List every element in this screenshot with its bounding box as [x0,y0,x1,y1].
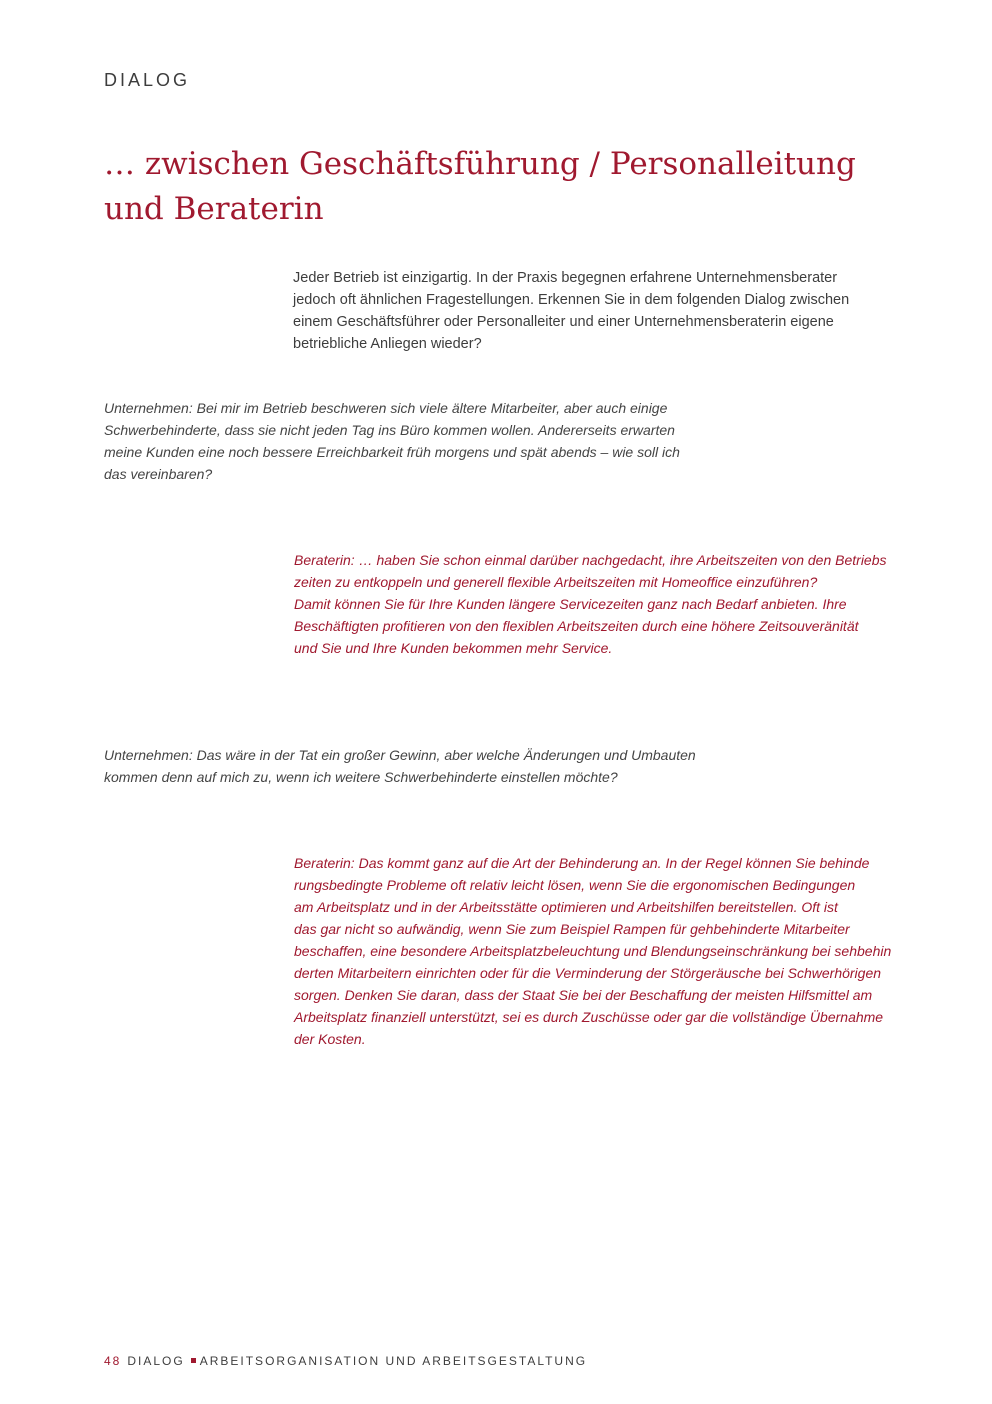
dialog-line: das gar nicht so aufwändig, wenn Sie zum Beispiel Rampen für gehbehinderte Mitarbeiter [294,921,850,937]
dialog-line: derten Mitarbeitern einrichten oder für die Verminderung der Störgeräusche bei Schwerhörigen [294,965,882,981]
dialog-line: Beraterin: … haben Sie schon einmal darüber nachgedacht, ihre Arbeitszeiten von den Betriebs [294,552,887,568]
dialog-line: Damit können Sie für Ihre Kunden längere Servicezeiten ganz nach Bedarf anbieten. Ihre [294,596,847,612]
page-number: 48 [104,1354,122,1368]
dialog-line: rungsbedingte Probleme oft relativ leicht lösen, wenn Sie die ergonomischen Bedingungen [294,877,856,893]
intro-line: jedoch oft ähnlichen Fragestellungen. Erkennen Sie in dem folgenden Dialog zwischen [293,292,850,308]
dialog-line: Arbeitsplatz finanziell unterstützt, sei es durch Zuschüsse oder gar die vollständige Übernahme [294,1009,884,1025]
dialog-line: Schwerbehinderte, dass sie nicht jeden Tag ins Büro kommen wollen. Andererseits erwarten [104,422,675,438]
dialog-line: Unternehmen: Bei mir im Betrieb beschweren sich viele ältere Mitarbeiter, aber auch einige [104,400,668,416]
dialog-line: das vereinbaren? [104,466,213,482]
dialog-line: am Arbeitsplatz und in der Arbeitsstätte optimieren und Arbeitshilfen bereitstellen. Oft ist [294,899,838,915]
dialog-line: Unternehmen: Das wäre in der Tat ein großer Gewinn, aber welche Änderungen und Umbauten [104,747,696,763]
intro-line: betriebliche Anliegen wieder? [293,336,482,352]
intro-line: einem Geschäftsführer oder Personalleiter und einer Unternehmensberaterin eigene [293,314,834,330]
dialog-consultant-reply [294,852,891,1050]
page-title [104,142,904,232]
dialog-consultant-reply [294,549,887,659]
dialog-company-statement [104,744,696,788]
dialog-line: beschaffen, eine besondere Arbeitsplatzbeleuchtung und Blendungseinschränkung bei sehbehin [294,943,892,959]
page-footer [104,1354,587,1368]
footer-separator [191,1358,196,1363]
dialog-line: Beschäftigten profitieren von den flexiblen Arbeitszeiten durch eine höhere Zeitsouveränität [294,618,859,634]
intro-line: Jeder Betrieb ist einzigartig. In der Praxis begegnen erfahrene Unternehmensberater [293,270,838,286]
dialog-line: kommen denn auf mich zu, wenn ich weitere Schwerbehinderte einstellen möchte? [104,769,618,785]
section-label: DIALOG [104,70,191,90]
dialog-line: Beraterin: Das kommt ganz auf die Art der Behinderung an. In der Regel können Sie behinde [294,855,870,871]
dialog-line: und Sie und Ihre Kunden bekommen mehr Service. [294,640,613,656]
dialog-line: der Kosten. [294,1031,366,1047]
dialog-line: meine Kunden eine noch bessere Erreichbarkeit früh morgens und spät abends – wie soll ich [104,444,680,460]
dialog-line: zeiten zu entkoppeln und generell flexible Arbeitszeiten mit Homeoffice einzuführen? [294,574,818,590]
title-line: … zwischen Geschäftsführung / Personalleitung [104,146,856,182]
dialog-line: sorgen. Denken Sie daran, dass der Staat Sie bei der Beschaffung der meisten Hilfsmittel am [294,987,873,1003]
footer-topic: ARBEITSORGANISATION UND ARBEITSGESTALTUNG [199,1354,588,1368]
dialog-company-statement [104,397,680,485]
title-line: und Beraterin [104,191,324,227]
intro-paragraph [293,267,893,355]
footer-section: DIALOG [127,1354,185,1368]
